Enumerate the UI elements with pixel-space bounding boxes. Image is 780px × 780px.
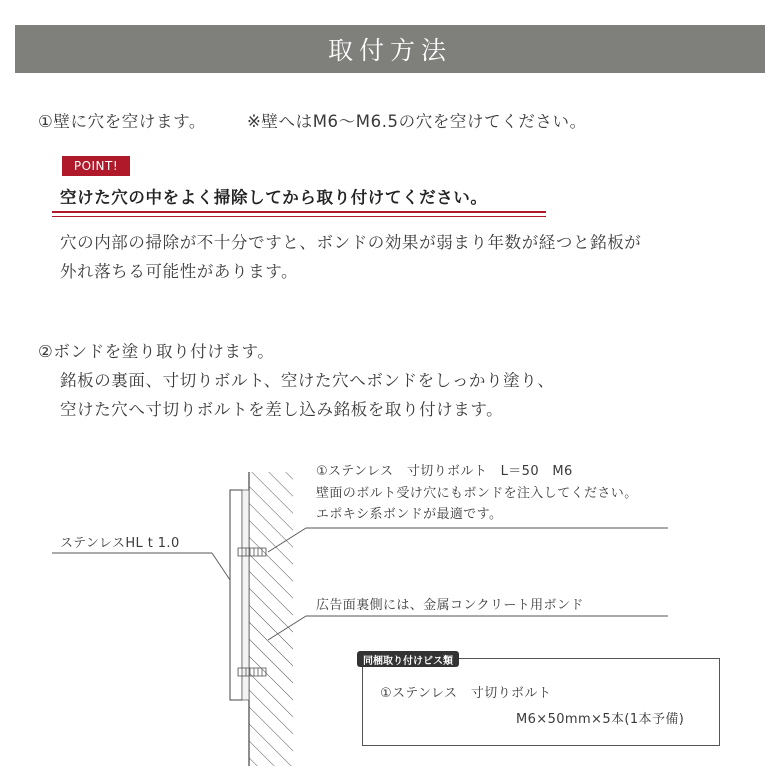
step1-note: ※壁へはM6〜M6.5の穴を空けてください。: [247, 112, 587, 131]
plate-label: ステンレスHL t 1.0: [60, 536, 180, 551]
bolt-bottom: [238, 668, 266, 676]
callout1-line3: エポキシ系ボンドが最適です。: [316, 507, 503, 522]
leader-plate: [212, 553, 230, 580]
step2-line2: 空けた穴へ寸切りボルトを差し込み銘板を取り付けます。: [60, 400, 504, 419]
included-item-spec: M6×50mm×5本(1本予備): [516, 712, 685, 727]
point-body-line2: 外れ落ちる可能性があります。: [60, 262, 299, 281]
section-title: 取付方法: [327, 36, 452, 65]
callout1-line1: ①ステンレス 寸切りボルト L＝50 M6: [316, 464, 573, 479]
included-parts-box: [362, 658, 720, 746]
step1-text: ①壁に穴を空けます。: [38, 112, 206, 131]
callout1-line2: 壁面のボルト受け穴にもボンドを注入してください。: [316, 486, 638, 501]
callout2: 広告面裏側には、金属コンクリート用ボンド: [316, 598, 584, 613]
step2-line1: 銘板の裏面、寸切りボルト、空けた穴へボンドをしっかり塗り、: [60, 371, 555, 390]
point-badge: POINT!: [62, 156, 130, 176]
point-headline: 空けた穴の中をよく掃除してから取り付けてください。: [60, 188, 488, 207]
bolt-top: [238, 548, 266, 556]
point-body-line1: 穴の内部の掃除が不十分ですと、ボンドの効果が弱まり年数が経つと銘板が: [60, 233, 642, 252]
included-item-name: ①ステンレス 寸切りボルト: [380, 686, 552, 701]
included-parts-label: 同梱取り付けビス類: [357, 651, 459, 667]
step2-title: ②ボンドを塗り取り付けます。: [38, 342, 275, 361]
wall-hatch: [249, 472, 293, 766]
